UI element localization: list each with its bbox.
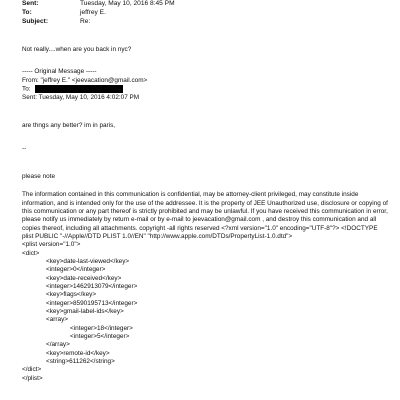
plist-key: <key>gmail-label-ids</key> [46,307,124,315]
dict-open: <dict> [22,249,40,257]
original-sent: Sent: Tuesday, May 10, 2016 4:02:07 PM [22,94,140,101]
please-note: please note [22,172,56,180]
signature-dash: -- [22,144,27,152]
original-message: are thngs any better? im in paris, [22,122,116,130]
array-item: <integer>5</integer> [70,332,130,340]
subject-label: Subject: [22,18,49,26]
email-header [22,0,392,27]
to-label: To: [22,9,32,17]
email-body [22,46,387,383]
original-to-label: To: [22,85,31,93]
subject-row [22,18,392,27]
array-item: <integer>18</integer> [70,324,133,332]
plist-key: <key>date-last-viewed</key> [46,257,130,265]
to-row [22,9,392,18]
array-close: </array> [46,341,70,349]
plist-value: <integer>0</integer> [46,266,106,274]
original-from: From: "jeffrey E." <jeevacation@gmail.com> [22,76,148,84]
plist-close: </plist> [22,374,43,382]
original-divider: ----- Original Message ----- [22,68,97,76]
original-to-row [22,85,387,94]
dict-close: </dict> [22,366,42,374]
reply-text: Not really....when are you back in nyc? [22,46,132,53]
array-open: <array> [46,316,69,324]
plist-key: <key>remote-id</key> [46,349,110,357]
sent-value: Tuesday, May 10, 2016 8:45 PM [80,0,175,8]
redaction-bar [35,85,123,93]
plist-block [22,241,387,383]
disclaimer-text: The information contained in this communication is confidential, may be attorney-client privileged, may constitute inside information, and is intended only for the use of the addressee. It is the property of JEE Unauthorized use, disclosure or copying of this communication or any part thereof is strictly prohibited and may be unlawful. If you have received this communication in error, please notify us immediately by return e-mail or by e-mail to jeevacation@gmail.com , and destroy this communication and all copies thereof, including all attachments. copyright -all rights reserved <?xml version="1.0" encoding="UTF-8"?> <!DOCTYPE plist PUBLIC "-//Apple//DTD PLIST 1.0//EN" "http://www.apple.com/DTDs/PropertyList-1.0.dtd"> [22,191,388,240]
sent-row [22,0,392,9]
plist-value: <integer>1462913079</integer> [46,282,138,290]
subject-value: Re: [80,18,91,26]
plist-open: <plist version="1.0"> [22,241,81,249]
sent-label: Sent: [22,0,39,8]
plist-value: <integer>8590195713</integer> [46,299,138,307]
plist-key: <key>flags</key> [46,291,97,299]
to-value: jeffrey E. [80,9,106,17]
plist-key: <key>date-received</key> [46,274,122,282]
plist-value: <string>611262</string> [46,357,115,365]
